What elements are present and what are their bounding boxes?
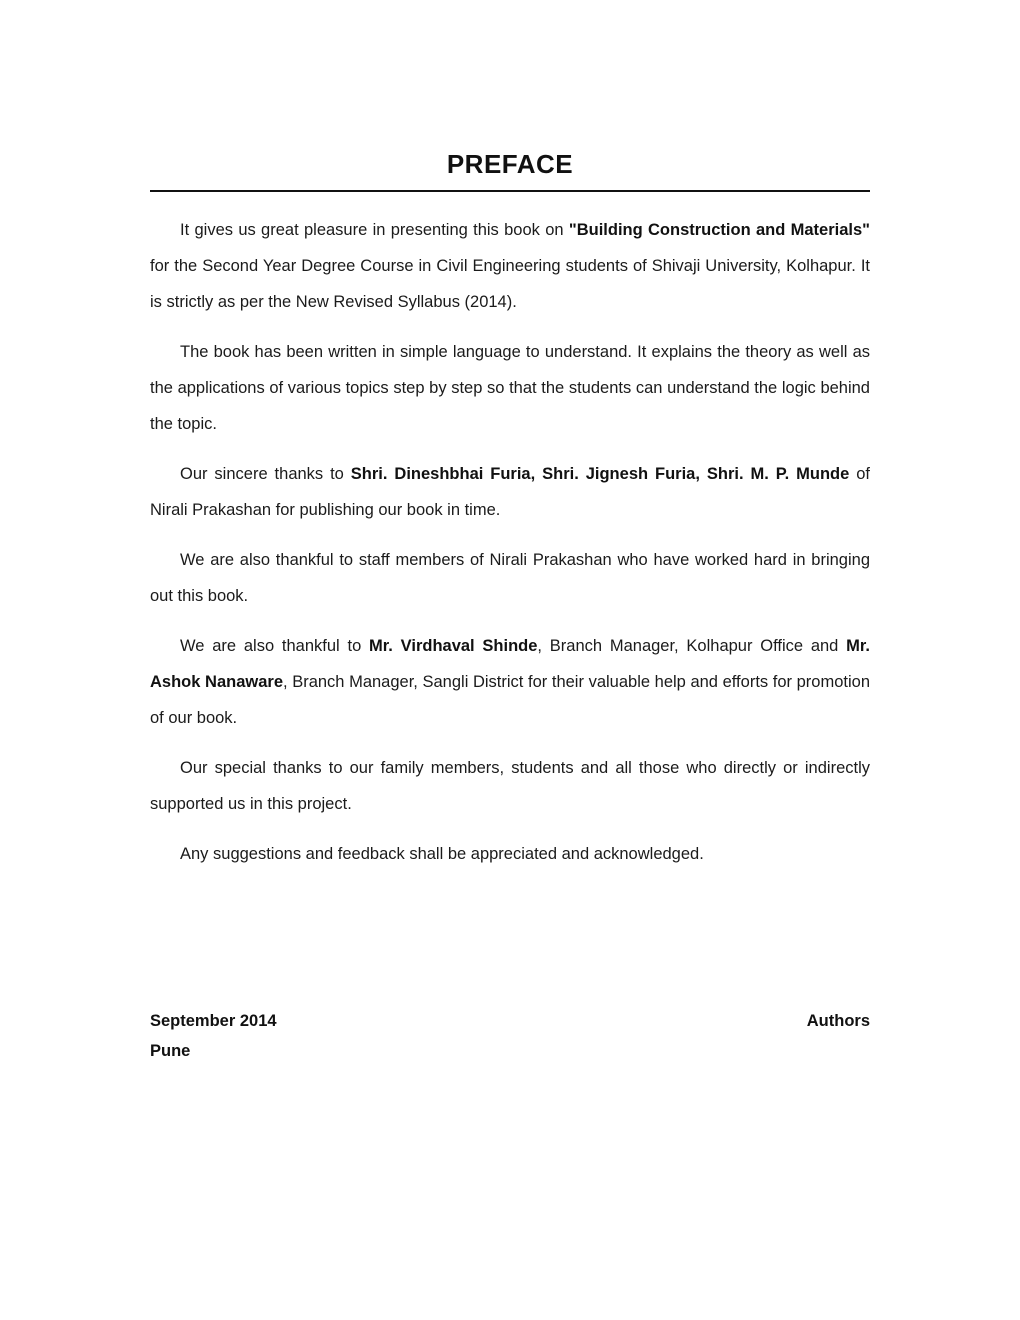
paragraph [150,542,870,614]
footer-date: September 2014 [150,1012,277,1030]
text-run: , Branch Manager, Kolhapur Office and [537,636,847,655]
footer-row [150,1006,870,1036]
text-run: , Branch Manager, Sangli District for their valuable help and efforts for promotion of our book. [150,672,871,727]
paragraph [150,212,870,320]
text-run: The book has been written in simple language to understand. It explains the theory as well as the applications of various topics step by step so that the students can understand the logic behind the topic. [150,342,870,433]
page-title: PREFACE [446,149,574,179]
paragraph [150,836,870,872]
paragraph [150,750,870,822]
page-content [150,148,870,886]
paragraph [150,456,870,528]
paragraphs [150,212,870,872]
text-run: of Nirali Prakashan for publishing our book in time. [150,464,870,519]
footer-place: Pune [150,1042,191,1060]
text-run: We are also thankful to staff members of Nirali Prakashan who have worked hard in bringing out this book. [150,550,870,605]
title-block [150,148,870,192]
footer [150,1006,870,1066]
text-run: We are also thankful to [180,636,370,655]
bold-text-run: "Building Construction and Materials" [568,220,870,239]
bold-text-run: Mr. Ashok Nanaware [150,636,870,691]
bold-text-run: Mr. Virdhaval Shinde [369,636,538,655]
bold-text-run: Shri. Dineshbhai Furia, Shri. Jignesh Furia, Shri. M. P. Munde [350,464,850,483]
footer-authors: Authors [806,1012,870,1030]
text-run: Our special thanks to our family members, students and all those who directly or indirectly supported us in this project. [150,758,870,813]
paragraph [150,628,870,736]
text-run: Any suggestions and feedback shall be appreciated and acknowledged. [180,844,704,863]
text-run: It gives us great pleasure in presenting this book on [180,220,569,239]
text-run: for the Second Year Degree Course in Civil Engineering students of Shivaji University, Kolhapur. It is strictly as per the New Revised Syllabus (2014). [150,256,870,311]
paragraph [150,334,870,442]
text-run: Our sincere thanks to [180,464,351,483]
